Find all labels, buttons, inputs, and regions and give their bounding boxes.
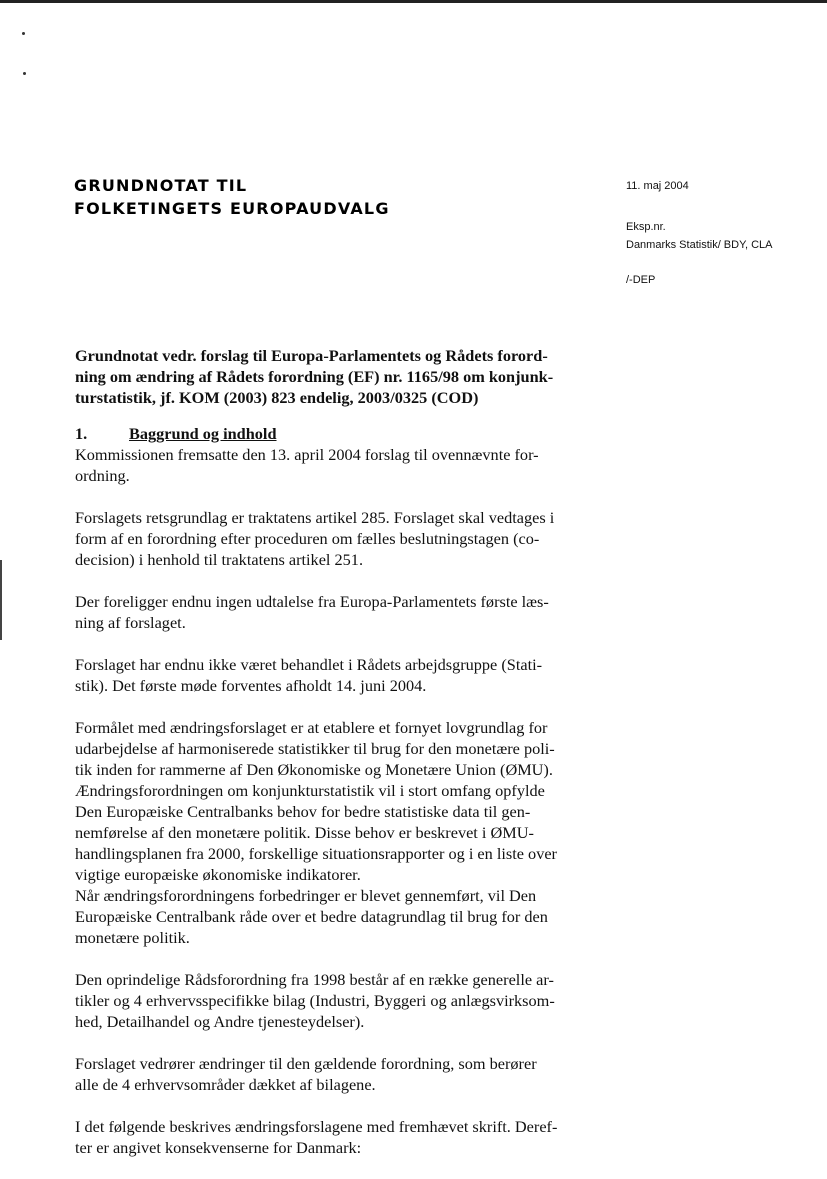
text-line: ter er angivet konsekvenserne for Danmark: xyxy=(75,1138,362,1157)
paragraph xyxy=(75,507,575,570)
paragraph xyxy=(75,717,575,948)
text-line: Der foreligger endnu ingen udtalelse fra Europa-Parlamentets første læs- xyxy=(75,592,549,611)
text-line: decision) i henhold til traktatens artikel 251. xyxy=(75,550,364,569)
text-line: Den oprindelige Rådsforordning fra 1998 består af en række generelle ar- xyxy=(75,970,554,989)
text-line: Formålet med ændringsforslaget er at etablere et fornyet lovgrundlag for xyxy=(75,718,548,737)
text-line: form af en forordning efter proceduren om fælles beslutningstagen (co- xyxy=(75,529,540,548)
text-line: nemførelse af den monetære politik. Disse behov er beskrevet i ØMU- xyxy=(75,823,534,842)
document-metadata xyxy=(626,180,773,286)
department-label: Danmarks Statistik/ BDY, CLA xyxy=(626,239,773,251)
left-scan-edge xyxy=(0,560,2,640)
text-line: stik). Det første møde forventes afholdt 14. juni 2004. xyxy=(75,676,427,695)
text-line: Den Europæiske Centralbanks behov for bedre statistiske data til gen- xyxy=(75,802,531,821)
section-heading xyxy=(75,423,575,444)
text-line: udarbejdelse af harmoniserede statistikker til brug for den monetære poli- xyxy=(75,739,555,758)
scan-speck xyxy=(23,72,26,75)
paragraph xyxy=(75,591,575,633)
heading-line: GRUNDNOTAT TIL xyxy=(74,176,248,195)
text-line: ning af forslaget. xyxy=(75,613,186,632)
text-line: Forslaget har endnu ikke været behandlet i Rådets arbejdsgruppe (Stati- xyxy=(75,655,543,674)
text-line: Ændringsforordningen om konjunkturstatistik vil i stort omfang opfylde xyxy=(75,781,545,800)
top-scan-border xyxy=(0,0,827,3)
paragraph xyxy=(75,444,575,486)
section-number: 1. xyxy=(75,424,88,443)
title-line: ning om ændring af Rådets forordning (EF) nr. 1165/98 om konjunk- xyxy=(75,367,554,386)
text-line: Forslaget vedrører ændringer til den gældende forordning, som berører xyxy=(75,1054,537,1073)
paragraph xyxy=(75,1053,575,1095)
text-line: Når ændringsforordningens forbedringer er blevet gennemført, vil Den xyxy=(75,886,537,905)
title-line: Grundnotat vedr. forslag til Europa-Parlamentets og Rådets forord- xyxy=(75,346,548,365)
text-line: alle de 4 erhvervsområder dækket af bilagene. xyxy=(75,1075,376,1094)
text-line: Europæiske Centralbank råde over et bedre datagrundlag til brug for den xyxy=(75,907,548,926)
scan-speck xyxy=(22,32,25,35)
text-line: I det følgende beskrives ændringsforslagene med fremhævet skrift. Deref- xyxy=(75,1117,558,1136)
section-title: Baggrund og indhold xyxy=(129,424,277,443)
text-line: ordning. xyxy=(75,466,130,485)
document-title xyxy=(75,345,575,408)
text-line: vigtige europæiske økonomiske indikatorer. xyxy=(75,865,361,884)
paragraph xyxy=(75,969,575,1032)
text-line: hed, Detailhandel og Andre tjenesteydelser). xyxy=(75,1012,365,1031)
text-line: tik inden for rammerne af Den Økonomiske og Monetære Union (ØMU). xyxy=(75,760,553,779)
paragraph xyxy=(75,1116,575,1158)
reference-label: /-DEP xyxy=(626,274,656,286)
text-line: monetære politik. xyxy=(75,928,190,947)
document-date: 11. maj 2004 xyxy=(626,180,689,192)
document-body xyxy=(75,345,575,1179)
heading-line: FOLKETINGETS EUROPAUDVALG xyxy=(74,199,390,218)
title-line: turstatistik, jf. KOM (2003) 823 endelig, 2003/0325 (COD) xyxy=(75,388,479,407)
paragraph xyxy=(75,654,575,696)
text-line: Kommissionen fremsatte den 13. april 2004 forslag til ovennævnte for- xyxy=(75,445,539,464)
document-heading xyxy=(74,174,390,220)
case-number-label: Eksp.nr. xyxy=(626,221,666,233)
text-line: handlingsplanen fra 2000, forskellige situationsrapporter og i en liste over xyxy=(75,844,557,863)
text-line: Forslagets retsgrundlag er traktatens artikel 285. Forslaget skal vedtages i xyxy=(75,508,555,527)
text-line: tikler og 4 erhvervsspecifikke bilag (Industri, Byggeri og anlægsvirksom- xyxy=(75,991,555,1010)
